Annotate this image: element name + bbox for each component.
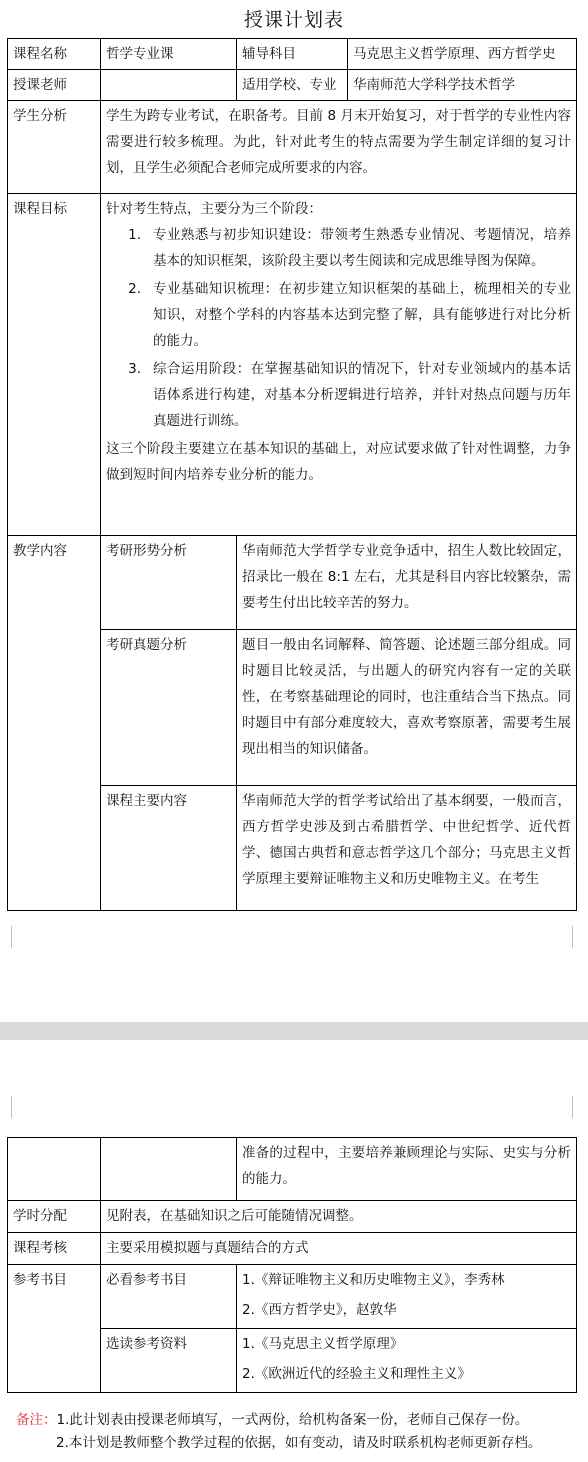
page-2	[0, 1040, 588, 1462]
goal-item-number: 1.	[128, 227, 141, 243]
course-goals-label: 课程目标	[8, 194, 101, 536]
course-name-label: 课程名称	[8, 39, 101, 70]
course-goals-body	[101, 194, 577, 536]
goal-item	[106, 222, 571, 274]
teaching-content-label-empty	[8, 1138, 101, 1201]
student-analysis-text: 学生为跨专业考试，在职备考。目前 8 月末开始复习，对于哲学的专业性内容需要进行较多梳理。为此，针对此考生的特点需要为学生制定详细的复习计划，且学生必须配合老师完成所要求的内容。	[101, 101, 577, 194]
goal-item	[106, 276, 571, 354]
course-goals-list	[106, 222, 571, 434]
document-title: 授课计划表	[243, 9, 344, 31]
page-corner-mark	[0, 926, 12, 948]
row-references-required	[8, 1265, 577, 1329]
course-goals-outro: 这三个阶段主要建立在基本知识的基础上，对应试要求做了针对性调整，力争做到短时间内培养专业分析的能力。	[106, 441, 571, 483]
reference-item: 2.《西方哲学史》，赵敦华	[242, 1302, 397, 1318]
reference-item: 1.《马克思主义哲学原理》	[242, 1336, 404, 1352]
assessment-label: 课程考核	[8, 1233, 101, 1265]
tutor-subject-label: 辅导科目	[237, 39, 348, 70]
tutor-subject-value: 马克思主义哲学原理、西方哲学史	[348, 39, 577, 70]
row-teacher	[8, 70, 577, 101]
page-corner-mark	[572, 1096, 584, 1118]
teaching-sub-text-continued: 准备的过程中，主要培养兼顾理论与实际、史实与分析的能力。	[237, 1138, 577, 1201]
optional-references-list	[237, 1329, 577, 1393]
remark-text-1: 1.此计划表由授课老师填写，一式两份，给机构备案一份，老师自己保存一份。	[56, 1412, 529, 1428]
required-references-label: 必看参考书目	[101, 1265, 237, 1329]
references-label: 参考书目	[8, 1265, 101, 1393]
teaching-sub-text: 华南师范大学的哲学考试给出了基本纲要，一般而言，西方哲学史涉及到古希腊哲学、中世纪哲学、近代哲学、德国古典哲和意志哲学这几个部分；马克思主义哲学原理主要辩证唯物主义和历史唯物主义。在考生	[237, 786, 577, 911]
row-teaching-content	[8, 536, 577, 630]
teaching-sub-text: 华南师范大学哲学专业竞争适中，招生人数比较固定，招录比一般在 8:1 左右，尤其是科目内容比较繁杂，需要考生付出比较辛苦的努力。	[237, 536, 577, 630]
teacher-value	[101, 70, 237, 101]
teacher-label: 授课老师	[8, 70, 101, 101]
course-plan-table-continued	[7, 1137, 577, 1393]
goal-item-text: 专业熟悉与初步知识建设：带领考生熟悉专业情况、考题情况，培养基本的知识框架，该阶段主要以考生阅读和完成思维导图为保障。	[153, 227, 571, 269]
row-hours	[8, 1201, 577, 1233]
required-references-list	[237, 1265, 577, 1329]
remark-line-1	[16, 1409, 576, 1432]
teaching-sub-label-empty	[101, 1138, 237, 1201]
teaching-sub-label: 课程主要内容	[101, 786, 237, 911]
row-teaching-content-continued	[8, 1138, 577, 1201]
reference-item: 1.《辩证唯物主义和历史唯物主义》，李秀林	[242, 1272, 505, 1288]
teaching-sub-label: 考研形势分析	[101, 536, 237, 630]
reference-item: 2.《欧洲近代的经验主义和理性主义》	[242, 1366, 471, 1382]
goal-item-number: 3.	[128, 361, 141, 377]
teaching-sub-label: 考研真题分析	[101, 630, 237, 786]
page-corner-mark	[572, 926, 584, 948]
teaching-content-label: 教学内容	[8, 536, 101, 911]
hours-text: 见附表，在基础知识之后可能随情况调整。	[101, 1201, 577, 1233]
row-course-name	[8, 39, 577, 70]
page-break	[0, 952, 588, 1040]
hours-label: 学时分配	[8, 1201, 101, 1233]
course-plan-table	[7, 38, 577, 911]
goal-item-number: 2.	[128, 281, 141, 297]
student-analysis-label: 学生分析	[8, 101, 101, 194]
optional-references-label: 选读参考资料	[101, 1329, 237, 1393]
assessment-text: 主要采用模拟题与真题结合的方式	[101, 1233, 577, 1265]
school-major-value: 华南师范大学科学技术哲学	[348, 70, 577, 101]
goal-item	[106, 356, 571, 434]
school-major-label: 适用学校、专业	[237, 70, 348, 101]
page-separator	[0, 1022, 588, 1040]
remark-line-2: 2.本计划是教师整个教学过程的依据，如有变动，请及时联系机构老师更新存档。	[56, 1435, 542, 1451]
row-student-analysis	[8, 101, 577, 194]
teaching-sub-text: 题目一般由名词解释、简答题、论述题三部分组成。同时题目比较灵活，与出题人的研究内容有一定的关联性，在考察基础理论的同时，也注重结合当下热点。同时题目中有部分难度较大，喜欢考察原著，需要考生展现出相当的知识储备。	[237, 630, 577, 786]
row-course-goals	[8, 194, 577, 536]
remark-label: 备注：	[16, 1412, 57, 1428]
page-corner-mark	[0, 1096, 12, 1118]
row-assessment	[8, 1233, 577, 1265]
course-goals-intro: 针对考生特点，主要分为三个阶段：	[106, 201, 322, 217]
course-name-value: 哲学专业课	[101, 39, 237, 70]
remarks	[16, 1409, 576, 1455]
goal-item-text: 专业基础知识梳理：在初步建立知识框架的基础上，梳理相关的专业知识，对整个学科的内容基本达到完整了解，具有能够进行对比分析的能力。	[153, 281, 571, 349]
goal-item-text: 综合运用阶段：在掌握基础知识的情况下，针对专业领域内的基本话语体系进行构建，对基本分析逻辑进行培养，并针对热点问题与历年真题进行训练。	[153, 361, 571, 429]
